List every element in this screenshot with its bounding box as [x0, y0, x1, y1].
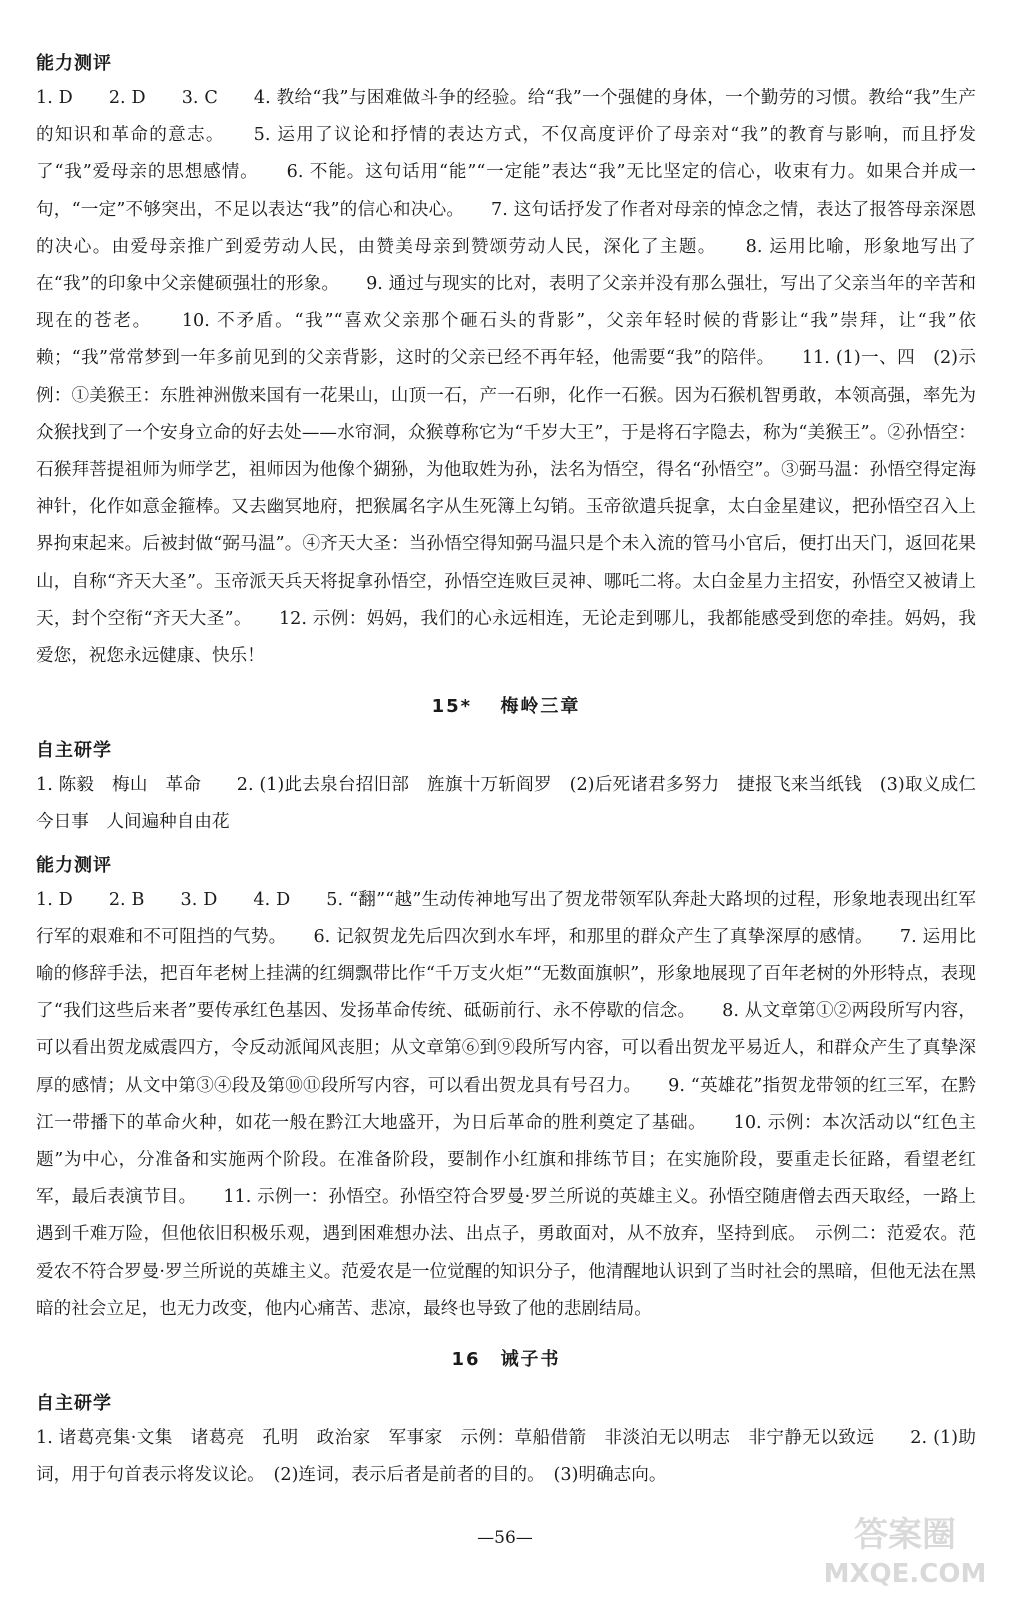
answer-paragraph-zizhu-16: 1. 诸葛亮集·文集 诸葛亮 孔明 政治家 军事家 示例：草船借箭 非淡泊无以明志 非宁静无以致远 2. (1)助词，用于句首表示将发议论。 (2)连词，表示后者是前者的目的。 (3)明确志向。: [36, 1428, 976, 1486]
lesson-title-16: 16 诫子书: [451, 1349, 561, 1371]
section-heading-nengli: 能力测评: [36, 53, 112, 74]
answer-page: [36, 40, 976, 1495]
answer-paragraph-nengli-15: 1. D 2. B 3. D 4. D 5. “翻”“越”生动传神地写出了贺龙带领军队奔赴大路坝的过程，形象地表现出红军行军的艰难和不可阻挡的气势。 6. 记叙贺龙先后四次到水车坪，和那里的群众产生了真挚深厚的感情。 7. 运用比喻的修辞手法，把百年老树上挂满的红绸飘带比作“千万支火炬”“无数面旗帜”，形象地展现了百年老树的外形特点，表现了“我们这些后来者”要传承红色基因、发扬革命传统、砥砺前行、永不停歇的信念。 8. 从文章第①②两段所写内容，可以看出贺龙威震四方，令反动派闻风丧胆；从文章第⑥到⑨段所写内容，可以看出贺龙平易近人，和群众产生了真挚深厚的感情；从文中第③④段及第⑩⑪段所写内容，可以看出贺龙具有号召力。 9. “英雄花”指贺龙带领的红三军，在黔江一带播下的革命火种，如花一般在黔江大地盛开，为日后革命的胜利奠定了基础。 10. 示例：本次活动以“红色主题”为中心，分准备和实施两个阶段。在准备阶段，要制作小红旗和排练节目；在实施阶段，要重走长征路，看望老红军，最后表演节目。 11. 示例一：孙悟空。孙悟空符合罗曼·罗兰所说的英雄主义。孙悟空随唐僧去西天取经，一路上遇到千难万险，但他依旧积极乐观，遇到困难想办法、出点子，勇敢面对，从不放弃，坚持到底。 示例二：范爱农。范爱农不符合罗曼·罗兰所说的英雄主义。范爱农是一位觉醒的知识分子，他清醒地认识到了当时社会的黑暗，但他无法在黑暗的社会立足，也无力改变，他内心痛苦、悲凉，最终也导致了他的悲剧结局。: [36, 889, 976, 1319]
answer-paragraph-zizhu-15: 1. 陈毅 梅山 革命 2. (1)此去泉台招旧部 旌旗十万斩阎罗 (2)后死诸君多努力 捷报飞来当纸钱 (3)取义成仁今日事 人间遍种自由花: [36, 775, 976, 833]
section-heading-zizhu-15: 自主研学: [36, 740, 112, 762]
section-heading-nengli-15: 能力测评: [36, 854, 112, 876]
section-heading-zizhu-16: 自主研学: [36, 1393, 112, 1415]
watermark-logo-icon: [810, 1504, 1000, 1590]
answer-paragraph-nengli-1: 1. D 2. D 3. C 4. 教给“我”与困难做斗争的经验。给“我”一个强健的身体，一个勤劳的习惯。教给“我”生产的知识和革命的意志。 5. 运用了议论和抒情的表达方式，不仅高度评价了母亲对“我”的教育与影响，而且抒发了“我”爱母亲的思想感情。 6. 不能。这句话用“能”“一定能”表达“我”无比坚定的信心，收束有力。如果合并成一句，“一定”不够突出，不足以表达“我”的信心和决心。 7. 这句话抒发了作者对母亲的悼念之情，表达了报答母亲深恩的决心。由爱母亲推广到爱劳动人民，由赞美母亲到赞颂劳动人民，深化了主题。 8. 运用比喻，形象地写出了在“我”的印象中父亲健硕强壮的形象。 9. 通过与现实的比对，表明了父亲并没有那么强壮，写出了父亲当年的辛苦和现在的苍老。 10. 不矛盾。“我”“喜欢父亲那个砸石头的背影”，父亲年轻时候的背影让“我”崇拜，让“我”依赖；“我”常常梦到一年多前见到的父亲背影，这时的父亲已经不再年轻，他需要“我”的陪伴。 11. (1)一、四 (2)示例：①美猴王：东胜神洲傲来国有一花果山，山顶一石，产一石卵，化作一石猴。因为石猴机智勇敢，本领高强，率先为众猴找到了一个安身立命的好去处——水帘洞，众猴尊称它为“千岁大王”，于是将石字隐去，称为“美猴王”。②孙悟空：石猴拜菩提祖师为师学艺，祖师因为他像个猢狲，为他取姓为孙，法名为悟空，得名“孙悟空”。③弼马温：孙悟空得定海神针，化作如意金箍棒。又去幽冥地府，把猴属名字从生死簿上勾销。玉帝欲遣兵捉拿，太白金星建议，把孙悟空召入上界拘束起来。后被封做“弼马温”。④齐天大圣：当孙悟空得知弼马温只是个未入流的管马小官后，便打出天门，返回花果山，自称“齐天大圣”。玉帝派天兵天将捉拿孙悟空，孙悟空连败巨灵神、哪吒二将。太白金星力主招安，孙悟空又被请上天，封个空衔“齐天大圣”。 12. 示例：妈妈，我们的心永远相连，无论走到哪儿，我都能感受到您的牵挂。妈妈，我爱您，祝您永远健康、快乐！: [36, 88, 976, 667]
watermark-line2: MXQE.COM: [823, 1559, 987, 1589]
lesson-title-15: 15* 梅岭三章: [431, 696, 581, 718]
watermark-line1: 答案圈: [854, 1515, 956, 1555]
page-number: —56—: [477, 1528, 533, 1548]
